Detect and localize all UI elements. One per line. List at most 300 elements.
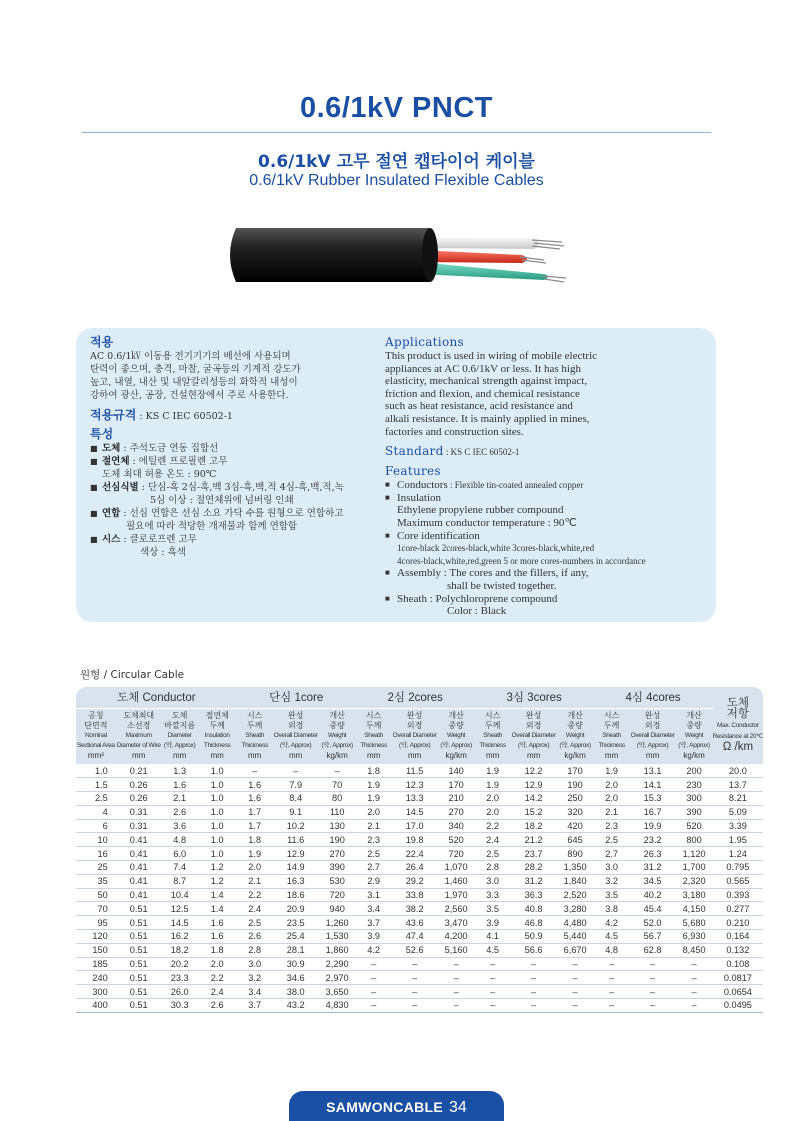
table-cell: 80 — [319, 792, 356, 806]
table-cell: 190 — [319, 833, 356, 847]
table-cell: 2.1 — [162, 792, 198, 806]
table-cell: 31.2 — [511, 874, 557, 888]
table-cell: 12.5 — [162, 902, 198, 916]
table-cell: 46.8 — [511, 916, 557, 930]
table-cell: 4.8 — [594, 943, 630, 957]
table-cell: 95 — [76, 916, 116, 930]
title-divider — [82, 132, 711, 133]
table-cell: 6,670 — [557, 943, 594, 957]
resistance-header: 도체 저항 Max. Conductor Resistance at 20℃ Ω /km — [713, 687, 764, 764]
table-cell: 4.1 — [475, 930, 511, 944]
table-cell: 43.6 — [392, 916, 438, 930]
table-cell: 7.9 — [273, 778, 319, 792]
table-cell: 3.4 — [237, 985, 273, 999]
feature-item-ko: ■ 선심식별 : 단심-흑 2심-흑,백 3심-흑,백,적 4심-흑,백,적,녹 — [90, 481, 380, 494]
table-cell: 2.0 — [475, 805, 511, 819]
table-cell: – — [319, 764, 356, 778]
table-cell: 15.2 — [511, 805, 557, 819]
table-cell: 17.0 — [392, 819, 438, 833]
table-cell: 18.2 — [511, 819, 557, 833]
applications-line-ko: 높고, 내열, 내산 및 내알칼리성등의 화학적 내성이 — [90, 377, 298, 388]
table-cell: 3,470 — [438, 916, 475, 930]
table-cell: – — [438, 957, 475, 971]
table-row — [76, 916, 763, 930]
table-cell: 12.3 — [392, 778, 438, 792]
table-cell: 1,840 — [557, 874, 594, 888]
table-row — [76, 888, 763, 902]
table-cell: 150 — [76, 943, 116, 957]
table-cell: 0.26 — [116, 778, 162, 792]
group-conductor: 도체 Conductor — [76, 687, 237, 708]
core-col-header: 개산 중량 Weight (약, Approx) kg/km — [438, 708, 475, 764]
table-cell: 2.2 — [475, 819, 511, 833]
table-row — [76, 957, 763, 971]
table-cell: 7.4 — [162, 861, 198, 875]
table-cell: 2,290 — [319, 957, 356, 971]
table-cell: 18.2 — [162, 943, 198, 957]
table-cell: 230 — [676, 778, 713, 792]
table-cell: – — [511, 957, 557, 971]
table-cell: 26.0 — [162, 985, 198, 999]
table-cell: – — [676, 957, 713, 971]
feature-item-en-cont: Color : Black — [447, 605, 507, 618]
conductor-col-header: 절연체 두께 Insulation Thickness mm — [198, 708, 237, 764]
table-cell: 8,450 — [676, 943, 713, 957]
table-cell: 3.2 — [594, 874, 630, 888]
table-cell: 1.0 — [198, 847, 237, 861]
applications-line-en: appliances at AC 0.6/1kV or less. It has high — [385, 362, 581, 375]
table-cell: 2.1 — [356, 819, 392, 833]
table-cell: 6 — [76, 819, 116, 833]
table-cell: 4,150 — [676, 902, 713, 916]
feature-item-ko: ■ 시스 : 클로로프렌 고무 — [90, 533, 380, 546]
table-cell: 3.7 — [237, 999, 273, 1013]
standard-heading-en: Standard — [385, 444, 444, 459]
table-cell: 1.9 — [594, 764, 630, 778]
applications-line-en: alkali resistance. It is mainly applied in mines, — [385, 412, 590, 425]
table-cell: 40.2 — [630, 888, 676, 902]
table-cell: – — [475, 971, 511, 985]
feature-item-ko-cont: 색상 : 흑색 — [140, 547, 186, 558]
table-cell: 3.5 — [594, 888, 630, 902]
table-cell: 35 — [76, 874, 116, 888]
applications-line-en: factories and construction sites. — [385, 425, 524, 438]
table-cell: 4,200 — [438, 930, 475, 944]
table-cell: 16.2 — [162, 930, 198, 944]
table-cell: 20.2 — [162, 957, 198, 971]
group-2cores: 2심 2cores — [356, 687, 475, 708]
table-cell: – — [392, 971, 438, 985]
table-cell: 52.0 — [630, 916, 676, 930]
table-cell: 28.2 — [511, 861, 557, 875]
table-cell: 0.41 — [116, 888, 162, 902]
table-cell: 1,260 — [319, 916, 356, 930]
table-cell: 3.9 — [356, 930, 392, 944]
applications-line-en: This product is used in wiring of mobile electric — [385, 350, 598, 362]
table-cell: 0.108 — [713, 957, 764, 971]
table-cell: – — [475, 999, 511, 1013]
subtitle-korean: 0.6/1kV 고무 절연 캡타이어 케이블 — [258, 152, 535, 172]
table-cell: 2.4 — [198, 985, 237, 999]
table-cell: 720 — [319, 888, 356, 902]
table-cell: 4.8 — [162, 833, 198, 847]
table-cell: 0.0654 — [713, 985, 764, 999]
applications-heading-en: Applications — [385, 335, 464, 349]
table-cell: 10.4 — [162, 888, 198, 902]
core-col-header: 완성 외경 Overall Diameter (약, Approx) mm — [392, 708, 438, 764]
table-cell: 12.2 — [511, 764, 557, 778]
table-cell: 9.1 — [273, 805, 319, 819]
table-cell: 170 — [438, 778, 475, 792]
feature-item-en-cont: Maximum conductor temperature : 90℃ — [397, 516, 577, 529]
table-cell: 890 — [557, 847, 594, 861]
table-cell: 1.0 — [198, 805, 237, 819]
table-row — [76, 930, 763, 944]
table-cell: 29.2 — [392, 874, 438, 888]
table-cell: 270 — [438, 805, 475, 819]
table-cell: 2.3 — [594, 819, 630, 833]
table-cell: 0.51 — [116, 930, 162, 944]
table-cell: – — [392, 957, 438, 971]
table-cell: 2.6 — [198, 999, 237, 1013]
table-cell: 5,160 — [438, 943, 475, 957]
core-col-header: 시스 두께 Sheath Thickness mm — [475, 708, 511, 764]
table-row — [76, 971, 763, 985]
table-cell: 0.41 — [116, 861, 162, 875]
table-cell: 1.4 — [198, 902, 237, 916]
table-cell: – — [511, 999, 557, 1013]
table-cell: 2.8 — [237, 943, 273, 957]
table-cell: 3.0 — [237, 957, 273, 971]
table-cell: 0.51 — [116, 957, 162, 971]
table-cell: 1.6 — [198, 916, 237, 930]
table-row — [76, 999, 763, 1013]
table-cell: 210 — [438, 792, 475, 806]
table-cell: 1.0 — [198, 833, 237, 847]
table-cell: 1.9 — [475, 778, 511, 792]
table-cell: 270 — [319, 847, 356, 861]
table-cell: 200 — [676, 764, 713, 778]
table-cell: 4,480 — [557, 916, 594, 930]
table-cell: 800 — [676, 833, 713, 847]
table-cell: 19.8 — [392, 833, 438, 847]
feature-item-en: ■ Assembly : The cores and the fillers, if any, — [385, 567, 715, 580]
table-cell: 23.7 — [511, 847, 557, 861]
table-cell: – — [594, 957, 630, 971]
table-cell: 4 — [76, 805, 116, 819]
table-caption: 원형 / Circular Cable — [80, 669, 185, 681]
conductor-col-header: 도체 바깥지름 Diameter (약, Approx) mm — [162, 708, 198, 764]
table-cell: 940 — [319, 902, 356, 916]
table-cell: 1.6 — [162, 778, 198, 792]
table-cell: 6,930 — [676, 930, 713, 944]
applications-heading-ko: 적용 — [90, 335, 114, 349]
table-cell: 3.4 — [356, 902, 392, 916]
table-cell: 11.5 — [392, 764, 438, 778]
table-cell: 0.132 — [713, 943, 764, 957]
table-cell: 0.277 — [713, 902, 764, 916]
table-cell: – — [676, 985, 713, 999]
table-cell: 2,970 — [319, 971, 356, 985]
table-cell: 1.0 — [198, 778, 237, 792]
table-cell: 1.2 — [198, 861, 237, 875]
circular-cable-table — [76, 687, 763, 1013]
table-cell: 190 — [557, 778, 594, 792]
table-cell: – — [594, 999, 630, 1013]
table-cell: 2.4 — [475, 833, 511, 847]
applications-line-en: elasticity, mechanical strength against impact, — [385, 375, 588, 388]
table-cell: – — [511, 971, 557, 985]
table-cell: 62.8 — [630, 943, 676, 957]
table-cell: 0.31 — [116, 805, 162, 819]
table-cell: 38.0 — [273, 985, 319, 999]
features-heading-en: Features — [385, 464, 441, 479]
table-cell: 2.6 — [237, 930, 273, 944]
table-cell: 34.5 — [630, 874, 676, 888]
table-cell: – — [630, 985, 676, 999]
table-cell: 2.5 — [76, 792, 116, 806]
applications-line-ko: AC 0.6/1㎸ 이동용 전기기기의 배선에 사용되며 — [90, 351, 291, 362]
table-cell: 2.5 — [594, 833, 630, 847]
table-row — [76, 792, 763, 806]
core-col-header: 완성 외경 Overall Diameter (약, Approx) mm — [630, 708, 676, 764]
core-col-header: 시스 두께 Sheath Thickness mm — [356, 708, 392, 764]
table-cell: 16.3 — [273, 874, 319, 888]
table-cell: 25 — [76, 861, 116, 875]
table-cell: 1.24 — [713, 847, 764, 861]
table-cell: 0.41 — [116, 847, 162, 861]
table-cell: 19.9 — [630, 819, 676, 833]
table-cell: – — [594, 985, 630, 999]
table-cell: 0.21 — [116, 764, 162, 778]
table-cell: 4,830 — [319, 999, 356, 1013]
table-cell: 2.3 — [356, 833, 392, 847]
feature-item-ko: ■ 절연체 : 에틸렌 프로필렌 고무 — [90, 455, 380, 468]
feature-item-ko: ■ 연합 : 선심 연합은 선심 소요 가닥 수를 원형으로 연합하고 — [90, 507, 380, 520]
table-cell: 20.9 — [273, 902, 319, 916]
table-cell: 1.0 — [198, 792, 237, 806]
table-cell: 3.5 — [475, 902, 511, 916]
feature-item-en: ■ Core identification — [385, 530, 715, 543]
standard-line-ko — [90, 407, 380, 423]
table-cell: 0.51 — [116, 943, 162, 957]
table-cell: 3.1 — [356, 888, 392, 902]
table-cell: 50.9 — [511, 930, 557, 944]
table-cell: 2.0 — [475, 792, 511, 806]
applications-line-ko: 강하여 광산, 공장, 건설현장에서 주로 사용한다. — [90, 390, 289, 401]
standard-heading-ko: 적용규격 — [90, 408, 137, 422]
table-cell: 0.41 — [116, 833, 162, 847]
table-cell: – — [630, 999, 676, 1013]
table-cell: – — [475, 957, 511, 971]
table-cell: 110 — [319, 805, 356, 819]
table-cell: 12.9 — [273, 847, 319, 861]
table-row — [76, 847, 763, 861]
table-cell: 2.0 — [356, 805, 392, 819]
table-cell: 2.2 — [198, 971, 237, 985]
table-cell: 3.39 — [713, 819, 764, 833]
table-cell: 70 — [76, 902, 116, 916]
table-cell: 645 — [557, 833, 594, 847]
table-cell: 2.2 — [237, 888, 273, 902]
table-cell: 0.41 — [116, 874, 162, 888]
table-cell: – — [356, 957, 392, 971]
table-cell: 26.4 — [392, 861, 438, 875]
table-cell: 250 — [557, 792, 594, 806]
table-cell: 13.7 — [713, 778, 764, 792]
table-cell: 1.0 — [76, 764, 116, 778]
table-row — [76, 819, 763, 833]
table-cell: – — [630, 971, 676, 985]
korean-description — [90, 334, 380, 559]
table-cell: 30.3 — [162, 999, 198, 1013]
table-cell: 1.9 — [356, 778, 392, 792]
table-cell: 38.2 — [392, 902, 438, 916]
table-cell: 1,860 — [319, 943, 356, 957]
applications-line-ko: 탄력이 좋으며, 충격, 마찰, 굴곡등의 기계적 강도가 — [90, 364, 301, 375]
table-cell: 16.7 — [630, 805, 676, 819]
table-cell: 720 — [438, 847, 475, 861]
table-cell: 3.3 — [475, 888, 511, 902]
group-1core: 단심 1core — [237, 687, 356, 708]
table-cell: – — [630, 957, 676, 971]
table-cell: 0.0817 — [713, 971, 764, 985]
applications-line-en: such as heat resistance, acid resistance and — [385, 400, 573, 413]
table-cell: 2.0 — [594, 792, 630, 806]
table-cell: 520 — [676, 819, 713, 833]
table-cell: 2.0 — [594, 778, 630, 792]
table-cell: 1,700 — [676, 861, 713, 875]
table-cell: 23.2 — [630, 833, 676, 847]
table-cell: 2,520 — [557, 888, 594, 902]
table-cell: 3.0 — [475, 874, 511, 888]
table-cell: 130 — [319, 819, 356, 833]
table-cell: – — [438, 999, 475, 1013]
table-cell: – — [594, 971, 630, 985]
table-cell: 47.4 — [392, 930, 438, 944]
table-cell: 1.0 — [198, 819, 237, 833]
table-cell: 5.09 — [713, 805, 764, 819]
table-cell: 34.6 — [273, 971, 319, 985]
table-cell: 11.6 — [273, 833, 319, 847]
feature-item-en-cont: Ethylene propylene rubber compound — [397, 504, 564, 517]
table-cell: 4.5 — [594, 930, 630, 944]
table-cell: 0.26 — [116, 792, 162, 806]
table-cell: 1,530 — [319, 930, 356, 944]
table-cell: 13.3 — [392, 792, 438, 806]
table-cell: 2.0 — [237, 861, 273, 875]
table-cell: – — [557, 985, 594, 999]
table-cell: 2.4 — [237, 902, 273, 916]
table-cell: 8.21 — [713, 792, 764, 806]
features-heading-ko: 특성 — [90, 427, 114, 441]
table-cell: 0.795 — [713, 861, 764, 875]
table-cell: 56.6 — [511, 943, 557, 957]
standard-line-en — [385, 443, 715, 459]
feature-item-ko-cont: 필요에 따라 적당한 개재물과 함께 연합함 — [126, 521, 298, 532]
table-cell: 18.6 — [273, 888, 319, 902]
core-col-header: 완성 외경 Overall Diameter (약, Approx) mm — [273, 708, 319, 764]
feature-item-en-cont: shall be twisted together. — [447, 579, 557, 592]
table-cell: 0.393 — [713, 888, 764, 902]
standard-value-en: : KS C IEC 60502-1 — [443, 447, 520, 458]
table-cell: 12.9 — [511, 778, 557, 792]
table-cell: 2.8 — [475, 861, 511, 875]
table-cell: 1,070 — [438, 861, 475, 875]
table-cell: 31.2 — [630, 861, 676, 875]
table-cell: 140 — [438, 764, 475, 778]
table-cell: 340 — [438, 819, 475, 833]
table-row — [76, 985, 763, 999]
feature-item-ko-cont: 5심 이상 : 절연체위에 넘버링 인쇄 — [150, 495, 294, 506]
table-cell: 14.2 — [511, 792, 557, 806]
table-row — [76, 874, 763, 888]
table-cell: 1.9 — [475, 764, 511, 778]
table-cell: 15.3 — [630, 792, 676, 806]
table-cell: 1.9 — [356, 792, 392, 806]
table-cell: 185 — [76, 957, 116, 971]
table-cell: 1.6 — [198, 930, 237, 944]
applications-line-en: friction and flexion, and chemical resistance — [385, 387, 580, 400]
table-cell: 0.164 — [713, 930, 764, 944]
table-cell: – — [475, 985, 511, 999]
table-cell: – — [273, 764, 319, 778]
table-cell: 14.5 — [162, 916, 198, 930]
table-cell: 530 — [319, 874, 356, 888]
table-row — [76, 833, 763, 847]
table-cell: 3,280 — [557, 902, 594, 916]
table-cell: – — [557, 957, 594, 971]
table-cell: 1.9 — [237, 847, 273, 861]
table-cell: 240 — [76, 971, 116, 985]
table-cell: 0.51 — [116, 902, 162, 916]
table-cell: 3.6 — [162, 819, 198, 833]
table-cell: 120 — [76, 930, 116, 944]
table-cell: 3.8 — [594, 902, 630, 916]
table-cell: 0.51 — [116, 985, 162, 999]
feature-item-en-cont: 4cores-black,white,red,green 5 or more cores-numbers in accordance — [397, 555, 646, 566]
table-row — [76, 778, 763, 792]
table-cell: 20.0 — [713, 764, 764, 778]
table-cell: 6.0 — [162, 847, 198, 861]
table-cell: – — [356, 985, 392, 999]
table-row — [76, 943, 763, 957]
table-cell: 2.9 — [356, 874, 392, 888]
core-col-header: 시스 두께 Sheath Thickness mm — [594, 708, 630, 764]
table-cell: 2.7 — [594, 847, 630, 861]
table-cell: 21.2 — [511, 833, 557, 847]
table-cell: 14.5 — [392, 805, 438, 819]
table-row — [76, 861, 763, 875]
footer-tab — [289, 1091, 504, 1121]
table-cell: 2.7 — [356, 861, 392, 875]
table-cell: 390 — [319, 861, 356, 875]
table-cell: 2.1 — [237, 874, 273, 888]
feature-item-en: ■ Conductors : Flexible tin-coated annealed copper — [385, 479, 715, 492]
table-cell: 4.2 — [594, 916, 630, 930]
table-cell: 3.7 — [356, 916, 392, 930]
table-cell: 0.51 — [116, 916, 162, 930]
table-cell: 1.6 — [237, 778, 273, 792]
table-cell: – — [438, 985, 475, 999]
table-cell: – — [557, 999, 594, 1013]
table-cell: 2.5 — [475, 847, 511, 861]
table-cell: 36.3 — [511, 888, 557, 902]
table-cell: 4.5 — [475, 943, 511, 957]
table-cell: 1.95 — [713, 833, 764, 847]
table-row — [76, 764, 763, 778]
table-cell: 300 — [76, 985, 116, 999]
